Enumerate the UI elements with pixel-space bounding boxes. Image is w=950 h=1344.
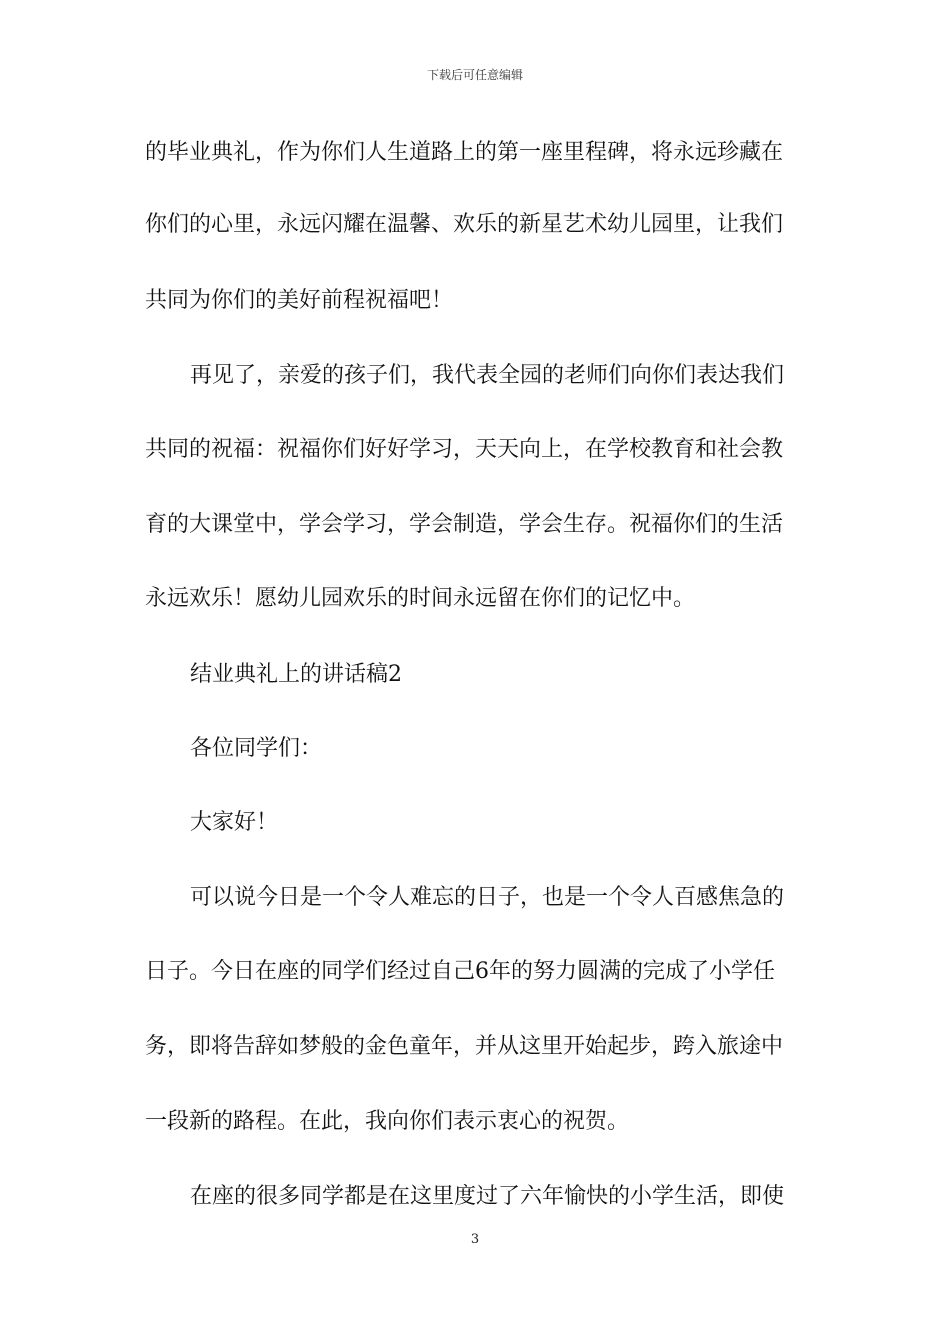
salutation: 各位同学们： xyxy=(190,736,323,761)
body-line-3: 共同为你们的美好前程祝福吧！ xyxy=(145,288,454,313)
body-line-14: 一段新的路程。在此，我向你们表示衷心的祝贺。 xyxy=(145,1109,630,1134)
body-line-13: 务，即将告辞如梦般的金色童年，并从这里开始起步，跨入旅途中 xyxy=(145,1034,784,1059)
body-line-4: 再见了，亲爱的孩子们，我代表全园的老师们向你们表达我们 xyxy=(190,363,785,388)
page-number: 3 xyxy=(470,1232,480,1247)
body-line-12: 日子。今日在座的同学们经过自己6年的努力圆满的完成了小学任 xyxy=(145,959,775,984)
section-heading: 结业典礼上的讲话稿2 xyxy=(190,662,402,687)
body-line-15: 在座的很多同学都是在这里度过了六年愉快的小学生活，即使 xyxy=(190,1184,785,1209)
body-line-7: 永远欢乐！愿幼儿园欢乐的时间永远留在你们的记忆中。 xyxy=(145,586,696,611)
body-line-1: 的毕业典礼，作为你们人生道路上的第一座里程碑，将永远珍藏在 xyxy=(145,140,784,165)
body-line-5: 共同的祝福：祝福你们好好学习，天天向上，在学校教育和社会教 xyxy=(145,437,784,462)
body-line-6: 育的大课堂中，学会学习，学会制造，学会生存。祝福你们的生活 xyxy=(145,512,784,537)
greeting: 大家好！ xyxy=(190,810,279,835)
page-header-note: 下载后可任意编辑 xyxy=(426,68,523,82)
body-line-11: 可以说今日是一个令人难忘的日子，也是一个令人百感焦急的 xyxy=(190,885,785,910)
body-line-2: 你们的心里，永远闪耀在温馨、欢乐的新星艺术幼儿园里，让我们 xyxy=(145,212,784,237)
